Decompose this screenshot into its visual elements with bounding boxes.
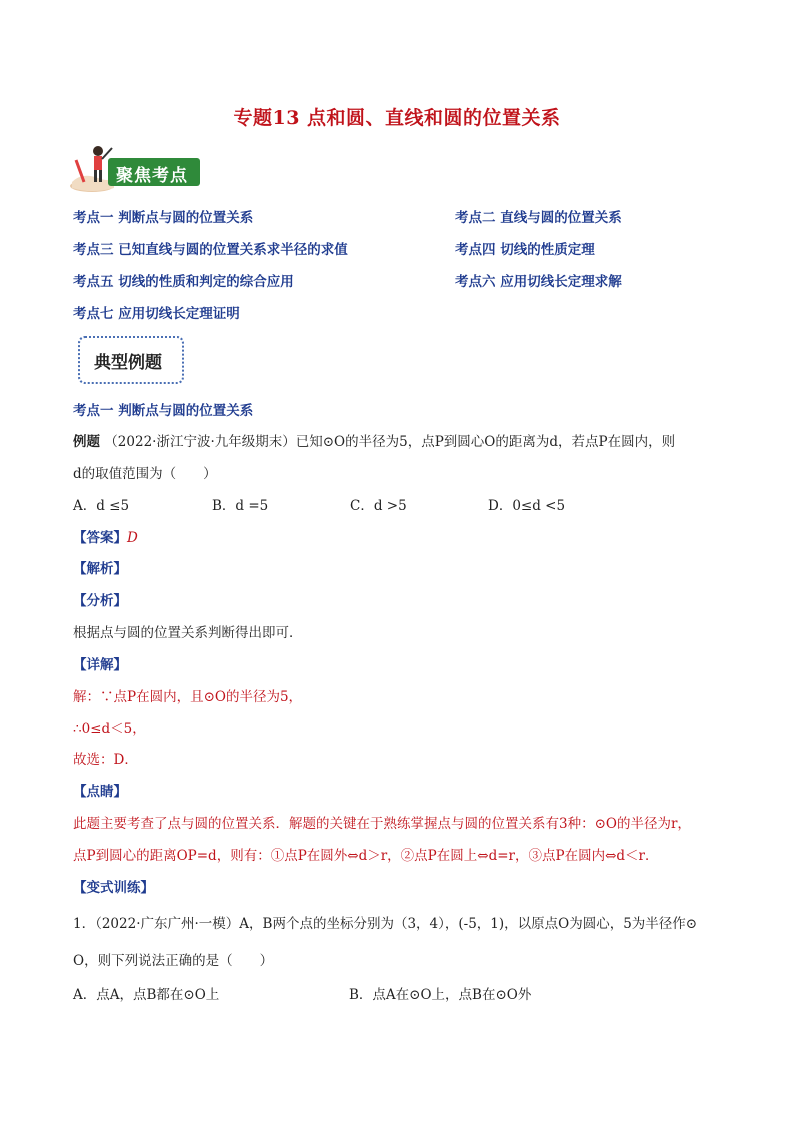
topic-item[interactable]: 考点七 应用切线长定理证明 bbox=[73, 306, 240, 322]
topic-item[interactable]: 考点四 切线的性质定理 bbox=[455, 242, 595, 258]
option-c: C．d >5 bbox=[350, 498, 407, 514]
fenxi-text: 根据点与圆的位置关系判断得出即可． bbox=[73, 625, 303, 641]
exercise-line-1: 1．（2022·广东广州·一模）A，B两个点的坐标分别为（3，4），(-5，1)，以原点O为圆心，5为半径作⊙ bbox=[73, 916, 698, 932]
banner-label: 聚焦考点 bbox=[116, 166, 188, 186]
dianjing-line: 点P到圆心的距离OP=d，则有：①点P在圆外⇔d＞r，②点P在圆上⇔d=r，③点P在圆内⇔d＜r． bbox=[73, 848, 659, 864]
bianshi-label: 【变式训练】 bbox=[73, 880, 154, 896]
option-a: A．d ≤5 bbox=[73, 498, 130, 514]
topic-item[interactable]: 考点二 直线与圆的位置关系 bbox=[455, 210, 622, 226]
solution-line: ∴0≤d＜5， bbox=[73, 721, 146, 737]
solution-line: 解：∵点P在圆内，且⊙O的半径为5， bbox=[73, 689, 303, 705]
section-heading: 考点一 判断点与圆的位置关系 bbox=[73, 403, 254, 419]
typical-examples-box bbox=[78, 336, 184, 384]
typical-examples-label: 典型例题 bbox=[94, 353, 162, 373]
topic-row bbox=[73, 206, 733, 238]
topic-item[interactable]: 考点三 已知直线与圆的位置关系求半径的求值 bbox=[73, 242, 348, 258]
topic-row bbox=[73, 238, 733, 270]
analysis-label: 【解析】 bbox=[73, 561, 127, 577]
answer-value: D bbox=[127, 530, 138, 546]
fenxi-label: 【分析】 bbox=[73, 593, 127, 609]
example-label: 例题 bbox=[73, 434, 100, 450]
page-title: 专题13 点和圆、直线和圆的位置关系 bbox=[233, 107, 561, 129]
focus-banner bbox=[68, 142, 204, 194]
topic-item[interactable]: 考点五 切线的性质和判定的综合应用 bbox=[73, 274, 294, 290]
solution-line: 故选：D． bbox=[73, 752, 138, 768]
option-d: D．0≤d <5 bbox=[488, 498, 566, 514]
exercise-line-2: O，则下列说法正确的是（ ） bbox=[73, 953, 274, 969]
dianjing-label: 【点睛】 bbox=[73, 784, 127, 800]
dianjing-line: 此题主要考查了点与圆的位置关系．解题的关键在于熟练掌握点与圆的位置关系有3种：⊙O的半径为r， bbox=[73, 816, 691, 832]
answer-label: 【答案】 bbox=[73, 530, 127, 546]
topic-row bbox=[73, 270, 733, 302]
topic-row bbox=[73, 302, 733, 334]
topic-item[interactable]: 考点一 判断点与圆的位置关系 bbox=[73, 210, 254, 226]
exercise-option-a: A．点A，点B都在⊙O上 bbox=[73, 987, 220, 1003]
example-line-1 bbox=[73, 430, 675, 450]
example-text: （2022·浙江宁波·九年级期末）已知⊙O的半径为5，点P到圆心O的距离为d，若点P在圆内，则 bbox=[104, 434, 676, 450]
topic-list bbox=[73, 206, 733, 334]
answer-line bbox=[73, 526, 138, 546]
option-b: B．d =5 bbox=[212, 498, 269, 514]
xiangjie-label: 【详解】 bbox=[73, 657, 127, 673]
exercise-option-b: B．点A在⊙O上，点B在⊙O外 bbox=[349, 987, 532, 1003]
topic-item[interactable]: 考点六 应用切线长定理求解 bbox=[455, 274, 622, 290]
example-line-2: d的取值范围为（ ） bbox=[73, 466, 217, 482]
